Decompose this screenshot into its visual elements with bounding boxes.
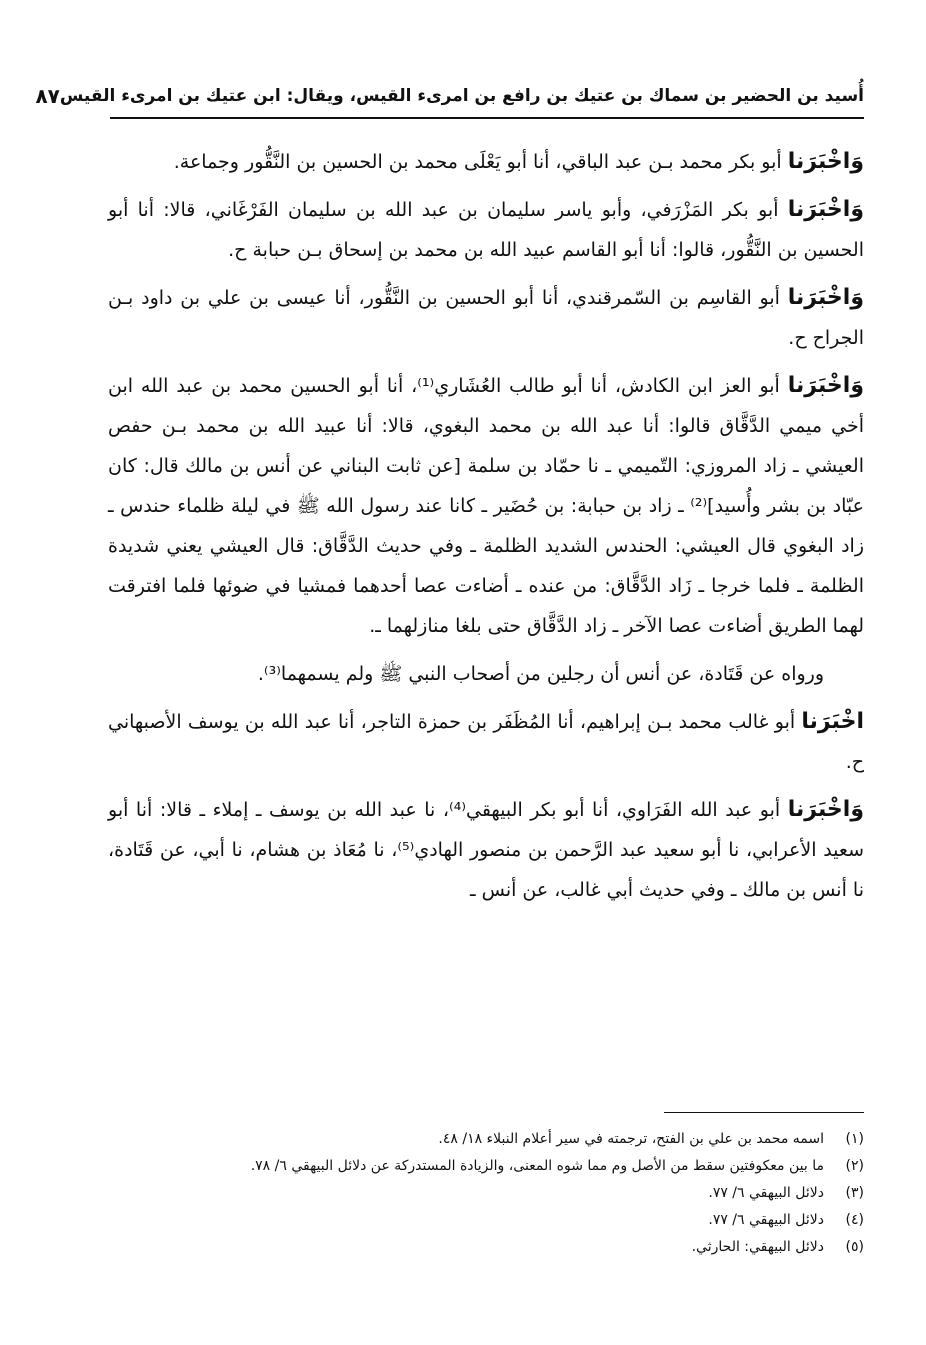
footnote-rule: [664, 1112, 864, 1113]
paragraph: [108, 190, 864, 270]
footnote: [108, 1234, 864, 1261]
paragraph: [108, 278, 864, 358]
paragraph-lead: اخْبَرَنا: [801, 709, 864, 734]
header-rule: [110, 117, 864, 119]
footnote-number: (٥): [845, 1239, 864, 1255]
paragraph-lead: وَاخْبَرَنا: [787, 797, 864, 822]
paragraph: [108, 142, 864, 182]
paragraph-text: أبو غالب محمد بـن إبراهيم، أنا المُظَفَر بن حمزة التاجر، أنا عبد الله بن يوسف الأصبهاني ح.: [108, 711, 864, 773]
paragraph-text: أبو بكر محمد بـن عبد الباقي، أنا أبو يَعْلَى محمد بن الحسين بن النَّقُّور وجماعة.: [173, 151, 788, 173]
paragraph-text: أبو القاسِم بن السّمرقندي، أنا أبو الحسين بن النَّقُّور، أنا عيسى بن علي بن داود بـن الجراح ح.: [108, 287, 864, 349]
paragraph: [108, 366, 864, 646]
footnote: [108, 1180, 864, 1207]
paragraph-text: أبو العز ابن الكادش، أنا أبو طالب العُشَاري⁽¹⁾، أنا أبو الحسين محمد بن عبد الله ابن أخي ميمي الدَّقَّاق قالوا: أنا عبد الله بن محمد البغوي، قالا: أنا عبيد الله بن محمد بـن حفص العيشي ـ زاد المروزي: التّميمي ـ نا حمّاد بن سلمة [عن ثابت البناني عن أنس بن مالك قال: كان عبّاد بن بشر وأُسيد]⁽²⁾ ـ زاد بن حبابة: بن حُضَير ـ كانا عند رسول الله ﷺ في ليلة ظلماء حندس ـ زاد البغوي قال العيشي: الحندس الشديد الظلمة ـ وفي حديث الدَّقَّاق: قال العيشي يعني شديدة الظلمة ـ فلما خرجا ـ زَاد الدَّقَّاق: من عنده ـ أضاءت عصا أحدهما فمشيا في ضوئها فلما افترقت لهما الطريق أضاءت عصا الآخر ـ زاد الدَّقَّاق حتى بلغا منازلهما ـ.: [108, 375, 864, 637]
paragraph: [108, 790, 864, 910]
paragraph-text: ورواه عن قَتَادة، عن أنس أن رجلين من أصحاب النبي ﷺ ولم يسمهما⁽³⁾.: [257, 663, 824, 685]
running-header: [35, 76, 864, 116]
footnote: [108, 1126, 864, 1153]
main-text: [108, 142, 864, 918]
footnote-number: (٣): [845, 1185, 864, 1201]
footnote-text: دلائل البيهقي: الحارثي.: [691, 1239, 824, 1255]
footnote-number: (٤): [845, 1212, 864, 1228]
footnote-text: اسمه محمد بن علي بن الفتح، ترجمته في سير أعلام النبلاء ١٨/ ٤٨.: [438, 1131, 824, 1147]
paragraph-text: أبو عبد الله الفَرَاوي، أنا أبو بكر البيهقي⁽⁴⁾، نا عبد الله بن يوسف ـ إملاء ـ قالا: أنا أبو سعيد الأعرابي، نا أبو سعيد عبد الرَّحمن بن منصور الهادي⁽⁵⁾، نا مُعَاذ بن هشام، نا أبي، عن قَتَادة، نا أنس بن مالك ـ وفي حديث أبي غالب، عن أنس ـ: [108, 799, 864, 901]
footnote-text: دلائل البيهقي ٦/ ٧٧.: [708, 1212, 824, 1228]
footnote-number: (١): [845, 1131, 864, 1147]
paragraph: [108, 654, 864, 694]
paragraph-lead: وَاخْبَرَنا: [787, 285, 864, 310]
footnote-text: دلائل البيهقي ٦/ ٧٧.: [708, 1185, 824, 1201]
paragraph-lead: وَاخْبَرَنا: [787, 149, 864, 174]
footnote-text: ما بين معكوفتين سقط من الأصل وم مما شوه المعنى، والزيادة المستدركة عن دلائل البيهقي ٦/ ٧٨.: [250, 1158, 824, 1174]
footnotes: [108, 1126, 864, 1261]
paragraph: [108, 702, 864, 782]
page-number: ٨٧: [35, 84, 60, 108]
footnote: [108, 1153, 864, 1180]
paragraph-lead: وَاخْبَرَنا: [787, 197, 864, 222]
running-title: أُسيد بن الحضير بن سماك بن عتيك بن رافع بن امرىء القيس، ويقال: ابن عتيك بن امرىء القيس: [59, 86, 864, 106]
paragraph-text: أبو بكر المَزْرَفي، وأبو ياسر سليمان بن عبد الله بن سليمان الفَرْغَاني، قالا: أنا أبو الحسين بن النَّقُّور، قالوا: أنا أبو القاسم عبيد الله بن محمد بن إسحاق بـن حبابة ح.: [108, 199, 864, 261]
footnote-number: (٢): [845, 1158, 864, 1174]
paragraph-lead: وَاخْبَرَنا: [787, 373, 864, 398]
footnote: [108, 1207, 864, 1234]
